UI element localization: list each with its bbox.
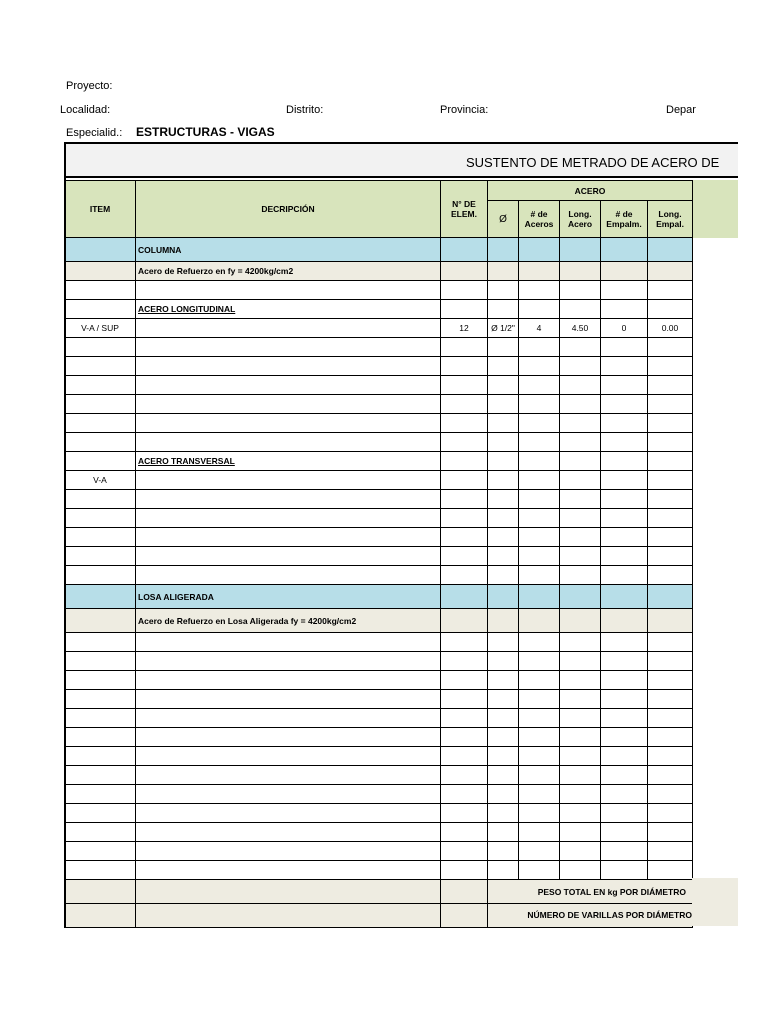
col-acero-group: ACERO	[488, 181, 693, 201]
cell-n-elem: 12	[441, 319, 488, 338]
provincia-label: Provincia:	[440, 104, 489, 116]
distrito-label: Distrito:	[286, 104, 324, 116]
cell-diametro: Ø 1/2"	[488, 319, 519, 338]
cell-n-empalm: 0	[601, 319, 648, 338]
cell-n-aceros: 4	[519, 319, 560, 338]
table-row	[65, 471, 693, 490]
col-n-empalm: # de Empalm.	[601, 201, 648, 238]
total-peso-label: PESO TOTAL EN kg POR DIÁMETRO	[488, 880, 693, 904]
steel-table	[64, 180, 693, 928]
header-extension	[692, 180, 738, 238]
section-columna: COLUMNA	[136, 238, 441, 262]
title-bar	[64, 142, 738, 178]
departamento-label: Depar	[666, 104, 696, 116]
section-losa-sub: Acero de Refuerzo en Losa Aligerada fy = 4200kg/cm2	[136, 609, 441, 633]
section-columna-sub: Acero de Refuerzo en fy = 4200kg/cm2	[136, 262, 441, 281]
total-varillas-label: NÚMERO DE VARILLAS POR DIÁMETRO	[488, 904, 693, 928]
cell-item: V-A	[65, 471, 136, 490]
label-acero-transversal: ACERO TRANSVERSAL	[136, 452, 441, 471]
col-descripcion: DECRIPCIÓN	[136, 181, 441, 238]
label-acero-longitudinal: ACERO LONGITUDINAL	[136, 300, 441, 319]
especialidad-label: Especialid.:	[66, 127, 123, 139]
col-diametro: Ø	[488, 201, 519, 238]
localidad-label: Localidad:	[60, 104, 111, 116]
sheet-title: SUSTENTO DE METRADO DE ACERO DE	[466, 155, 720, 170]
col-item: ITEM	[65, 181, 136, 238]
proyecto-label: Proyecto:	[66, 80, 113, 92]
total-varillas-extension	[692, 902, 738, 926]
totals-row-varillas	[65, 904, 693, 928]
metrado-sheet	[64, 142, 768, 928]
col-n-aceros: # de Aceros	[519, 201, 560, 238]
cell-long-empal: 0.00	[648, 319, 693, 338]
sheet-left-border	[64, 142, 66, 928]
col-long-acero: Long. Acero	[560, 201, 601, 238]
col-n-elem: N° DE ELEM.	[441, 181, 488, 238]
table-row	[65, 319, 693, 338]
col-long-empal: Long. Empal.	[648, 201, 693, 238]
especialidad-value: ESTRUCTURAS - VIGAS	[136, 125, 275, 139]
cell-item: V-A / SUP	[65, 319, 136, 338]
cell-long-acero: 4.50	[560, 319, 601, 338]
total-peso-extension	[692, 878, 738, 902]
section-losa: LOSA ALIGERADA	[136, 585, 441, 609]
